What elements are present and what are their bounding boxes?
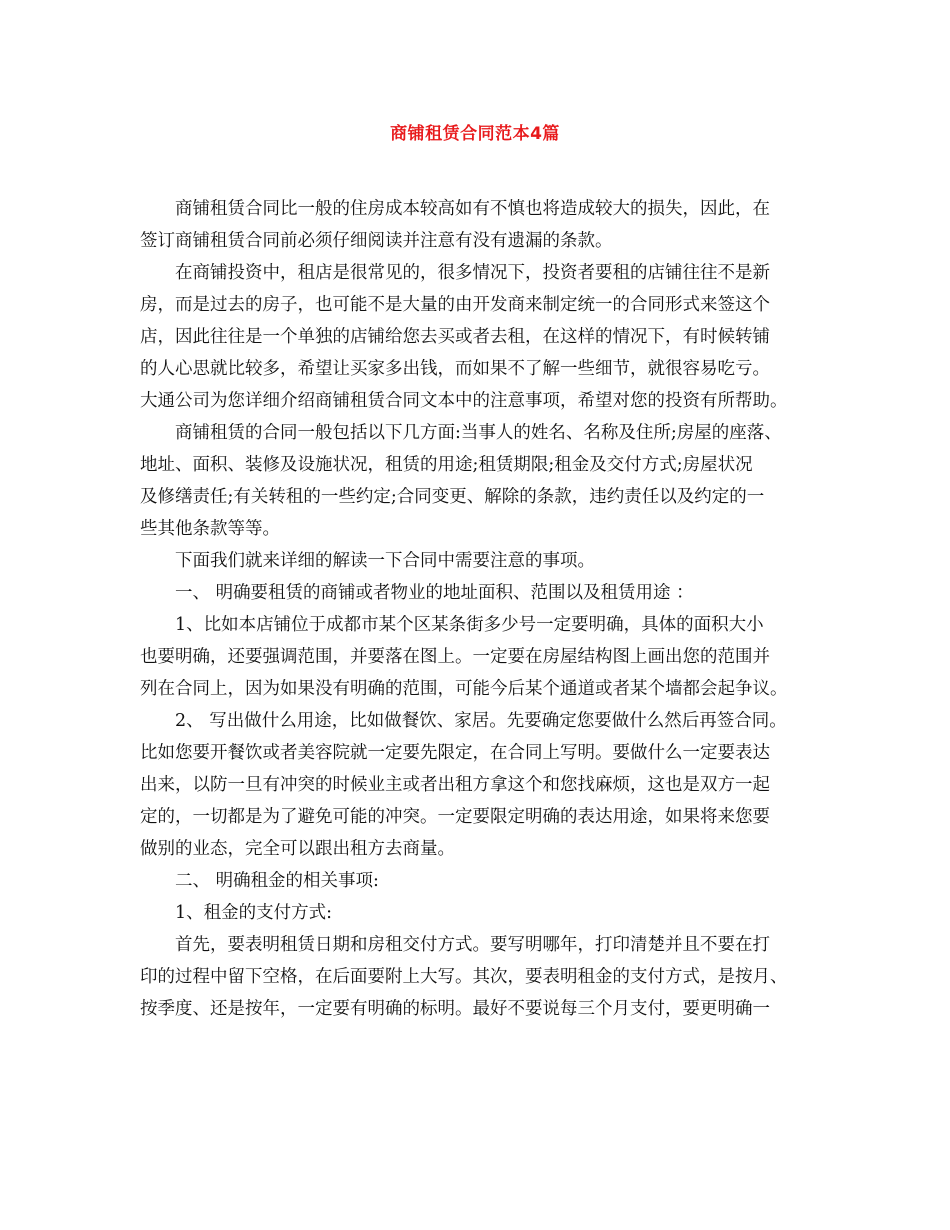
paragraph-line: 商铺租赁合同比一般的住房成本较高如有不慎也将造成较大的损失，因此，在 [175,199,770,219]
paragraph-line: 列在合同上，因为如果没有明确的范围，可能今后某个通道或者某个墙都会起争议。 [140,679,788,699]
paragraph-line: 及修缮责任;有关转租的一些约定;合同变更、解除的条款，违约责任以及约定的一 [140,487,765,507]
paragraph-line: 2、 写出做什么用途，比如做餐饮、家居。先要确定您要做什么然后再签合同。 [175,711,787,731]
paragraph-line: 的人心思就比较多，希望让买家多出钱，而如果不了解一些细节，就很容易吃亏。 [140,359,770,379]
paragraph-line: 出来，以防一旦有冲突的时候业主或者出租方拿这个和您找麻烦，这也是双方一起 [140,775,770,795]
paragraph-line: 一、 明确要租赁的商铺或者物业的地址面积、范围以及租赁用途 ： [175,583,694,603]
paragraph-line: 1、租金的支付方式: [175,903,333,923]
paragraph-line: 房，而是过去的房子，也可能不是大量的由开发商来制定统一的合同形式来签这个 [140,295,770,315]
paragraph-line: 印的过程中留下空格，在后面要附上大写。其次，要表明租金的支付方式，是按月、 [140,967,788,987]
paragraph-line: 商铺租赁的合同一般包括以下几方面:当事人的姓名、名称及住所;房屋的座落、 [175,423,782,443]
paragraph-line: 做别的业态，完全可以跟出租方去商量。 [140,839,455,859]
paragraph [140,417,812,545]
paragraph-line: 些其他条款等等。 [140,519,280,539]
document-title: 商铺租赁合同范本4篇 [390,124,560,144]
paragraph-line: 在商铺投资中，租店是很常见的，很多情况下，投资者要租的店铺往往不是新 [175,263,770,283]
paragraph-line: 也要明确，还要强调范围，并要落在图上。一定要在房屋结构图上画出您的范围并 [140,647,770,667]
paragraph [140,897,812,929]
paragraph [140,929,812,1025]
paragraph [140,865,812,897]
paragraph-line: 大通公司为您详细介绍商铺租赁合同文本中的注意事项，希望对您的投资有所帮助。 [140,391,788,411]
paragraph [140,545,812,577]
paragraph-line: 比如您要开餐饮或者美容院就一定要先限定，在合同上写明。要做什么一定要表达 [140,743,770,763]
paragraph-line: 下面我们就来详细的解读一下合同中需要注意的事项。 [175,551,595,571]
paragraph [140,193,812,257]
paragraph [140,609,812,705]
paragraph-line: 首先，要表明租赁日期和房租交付方式。要写明哪年，打印清楚并且不要在打 [175,935,770,955]
paragraph-line: 签订商铺租赁合同前必须仔细阅读并注意有没有遗漏的条款。 [140,231,613,251]
paragraph-line: 定的，一切都是为了避免可能的冲突。一定要限定明确的表达用途，如果将来您要 [140,807,770,827]
paragraph-line: 按季度、还是按年，一定要有明确的标明。最好不要说每三个月支付，要更明确一 [140,999,770,1019]
paragraph [140,705,812,865]
document-body [140,193,812,1025]
paragraph [140,257,812,417]
paragraph-line: 店，因此往往是一个单独的店铺给您去买或者去租，在这样的情况下，有时候转铺 [140,327,770,347]
paragraph-line: 二、 明确租金的相关事项: [175,871,379,891]
paragraph-line: 地址、面积、装修及设施状况，租赁的用途;租赁期限;租金及交付方式;房屋状况 [140,455,753,475]
paragraph [140,577,812,609]
paragraph-line: 1、比如本店铺位于成都市某个区某条街多少号一定要明确，具体的面积大小 [175,615,764,635]
